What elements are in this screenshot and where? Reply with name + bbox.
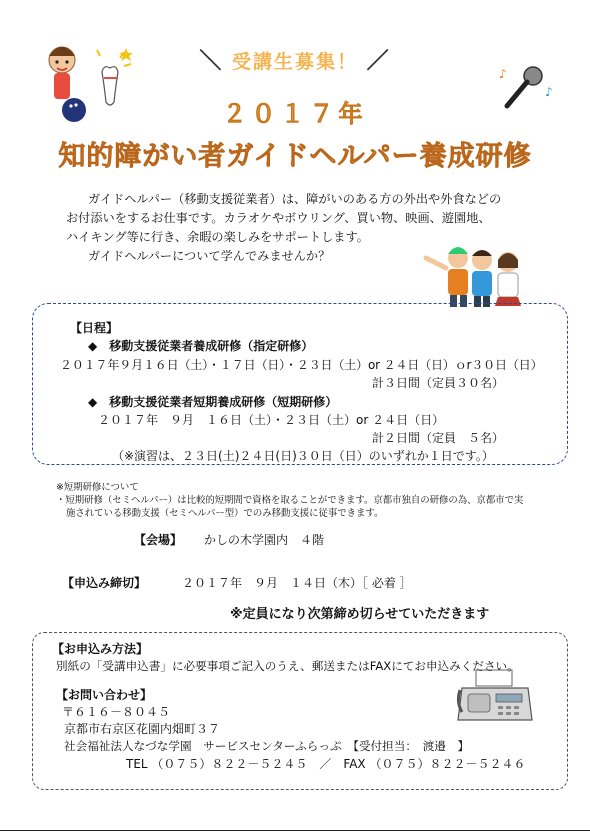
course2-title: ◆ 移動支援従業者短期養成研修（短期研修） bbox=[88, 395, 338, 409]
bottom-divider bbox=[0, 830, 590, 831]
intro-line: ガイドヘルパーについて学んでみませんか？ bbox=[88, 249, 331, 263]
svg-text:♪: ♪ bbox=[545, 85, 553, 99]
banner-text: 受講生募集！ bbox=[231, 51, 358, 73]
course1-total: 計３日間（定員３０名） bbox=[372, 376, 505, 390]
address: 京都市右京区花園内畑町３７ bbox=[64, 722, 221, 736]
short-course-line: 施されている移動支援（セミヘルパー型）でのみ移動支援に従事できます。 bbox=[66, 508, 384, 519]
method-text: 別紙の「受講申込書」に必要事項ご記入のうえ、郵送またはFAXにてお申込みください。 bbox=[56, 659, 519, 673]
organization: 社会福祉法人なづな学園 サービスセンターふらっぷ 【受付担当： 渡邉 】 bbox=[64, 739, 470, 753]
course1-title: ◆ 移動支援従業者養成研修（指定研修） bbox=[88, 339, 314, 353]
slash-right-icon: ／ bbox=[366, 49, 391, 74]
venue-value: かしの木学園内 ４階 bbox=[204, 533, 325, 547]
slash-left-icon: ＼ bbox=[199, 49, 224, 74]
year-heading: ２０１７年 bbox=[222, 100, 368, 128]
schedule-note: （※演習は、２３日(土)２４日(日)３０日（日）のいずれか１日です。） bbox=[112, 449, 494, 463]
page-title: 知的障がい者ガイドヘルパー養成研修 bbox=[58, 141, 532, 172]
capacity-notice: ※定員になり次第締め切らせていただきます bbox=[230, 607, 490, 622]
contact-label: 【お問い合わせ】 bbox=[56, 688, 153, 702]
method-label: 【お申込み方法】 bbox=[52, 642, 149, 656]
phone-fax: TEL （０７５）８２２－５２４５ ／ FAX （０７５）８２２－５２４６ bbox=[126, 757, 526, 771]
intro-line: ハイキング等に行き、余暇の楽しみをサポートします。 bbox=[66, 230, 369, 244]
course2-dates: ２０１７年 ９月 １６日（土）・２３日（土）or ２４日（日） bbox=[98, 413, 445, 427]
short-course-heading: ※短期研修について bbox=[56, 482, 139, 493]
postal-code: 〒６１６－８０４５ bbox=[62, 705, 171, 719]
svg-text:♪: ♪ bbox=[499, 67, 507, 81]
intro-line: お付添いをするお仕事です。カラオケやボウリング、買い物、映画、遊園地、 bbox=[66, 211, 491, 225]
course2-total: 計２日間（定員 ５名） bbox=[372, 431, 505, 445]
deadline-label: 【申込み締切】 bbox=[62, 576, 147, 590]
intro-line: ガイドヘルパー（移動支援従業者）は、障がいのある方の外出や外食などの bbox=[88, 192, 502, 206]
recruitment-banner bbox=[0, 44, 590, 75]
course1-dates: ２０１７年９月１６日（土）・１７日（日）・２３日（土）or ２４日（日）ｏr３０日（日） bbox=[60, 358, 543, 372]
venue-label: 【会場】 bbox=[134, 533, 183, 547]
schedule-heading: 【日程】 bbox=[70, 321, 119, 335]
short-course-line: ・短期研修（セミヘルパー）は比較的短期間で資格を取ることができます。京都市独自の研修の為、京都市で実 bbox=[56, 495, 524, 506]
intro-paragraph bbox=[52, 190, 512, 266]
deadline-value: ２０１７年 ９月 １４日（木）［ 必着 ］ bbox=[182, 576, 412, 590]
